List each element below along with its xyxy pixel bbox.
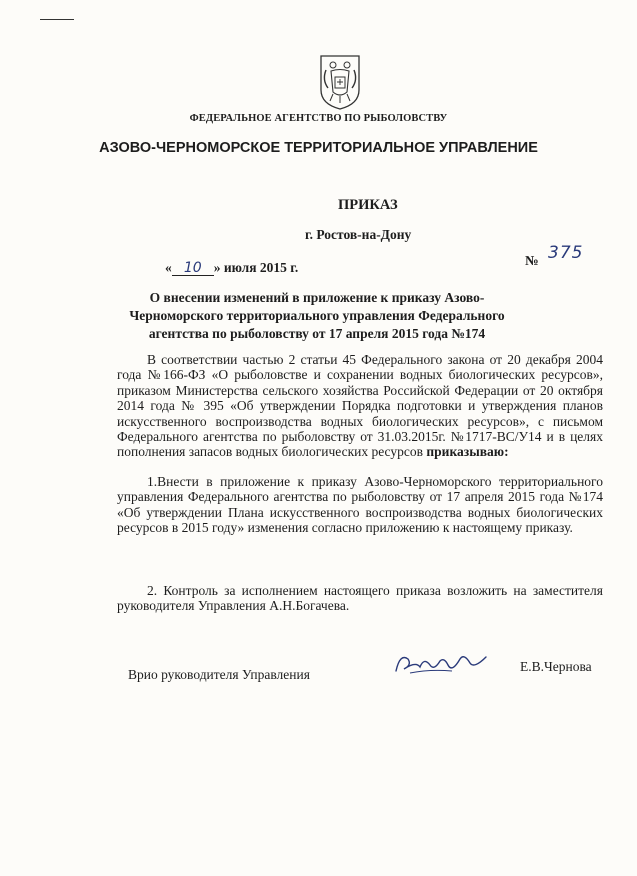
document-type: ПРИКАЗ <box>338 197 398 213</box>
signer-name: Е.В.Чернова <box>520 659 592 674</box>
coat-of-arms-icon <box>318 54 362 110</box>
document-city: г. Ростов-на-Дону <box>305 227 412 242</box>
command-word: приказываю: <box>426 444 509 460</box>
item-2-paragraph: 2. Контроль за исполнением настоящего приказа возложить на заместителя руководителя Управления А.Н.Богачева. <box>117 583 603 614</box>
order-number-label: № <box>525 253 539 268</box>
item-1-paragraph: 1.Внести в приложение к приказу Азово-Черноморского территориального управления Федерального агентства по рыболовству от 17 апреля 2015 года №174 «Об утверждении Плана искусственного воспроизводства водных биологических ресурсов в 2015 году» изменения согласно приложению к настоящему приказу. <box>117 474 603 536</box>
preamble-text: В соответствии частью 2 статьи 45 Федерального закона от 20 декабря 2004 года №166-ФЗ «О рыболовстве и сохранении водных биологических ресурсов», приказом Министерства сельского хозяйства Российской Федерации от 20 октября 2014 года № 395 «Об утверждении Порядка подготовки и утверждения планов искусственного воспроизводства водных биологических ресурсов», с письмом Федерального агентства по рыболовству от 31.03.2015г. №1717-ВС/У14 и в целях пополнения запасов водных биологических ресурсов <box>117 352 603 460</box>
order-number-handwritten: 375 <box>548 243 584 263</box>
corner-mark <box>40 19 74 20</box>
signer-position: Врио руководителя Управления <box>128 667 310 682</box>
preamble-paragraph <box>117 352 603 460</box>
handwritten-signature <box>390 645 490 685</box>
order-subject: О внесении изменений в приложение к приказу Азово-Черноморского территориального управления Федерального агентства по рыболовству от 17 апреля 2015 года №174 <box>129 290 505 341</box>
division-name: АЗОВО-ЧЕРНОМОРСКОЕ ТЕРРИТОРИАЛЬНОЕ УПРАВЛЕНИЕ <box>99 140 538 156</box>
date-open-quote: « <box>165 260 172 275</box>
agency-name: ФЕДЕРАЛЬНОЕ АГЕНТСТВО ПО РЫБОЛОВСТВУ <box>189 113 448 124</box>
date-rest: » июля 2015 г. <box>213 260 299 275</box>
document-date <box>165 260 298 276</box>
date-day-handwritten: 10 <box>172 261 214 276</box>
